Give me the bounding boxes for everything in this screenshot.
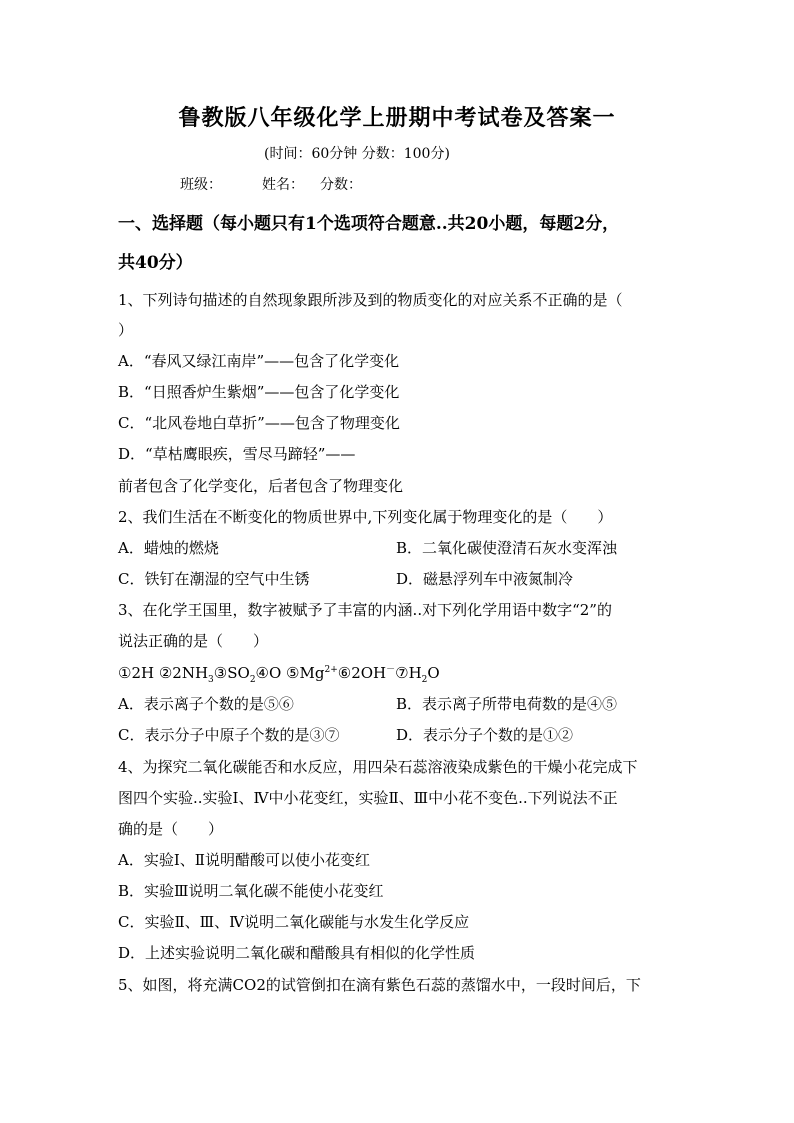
q3-option-b: B．表示离子所带电荷数的是④⑤ [396,695,618,713]
formula-subscript: 2 [249,675,256,685]
q1-option-c: C．“北风卷地白草折”——包含了物理变化 [118,414,400,432]
formula-part: ①2H ②2NH [118,664,209,682]
formula-superscript: 2+ [324,665,338,675]
formula-subscript: 3 [208,675,214,685]
time-score-info: (时间：60分钟 分数：100分) [264,146,450,162]
q1-stem-line2: ） [118,321,134,339]
q4-option-a: A．实验Ⅰ、Ⅱ说明醋酸可以使小花变红 [118,851,370,869]
q1-option-a: A．“春风又绿江南岸”——包含了化学变化 [118,352,400,370]
q4-option-b: B．实验Ⅲ说明二氧化碳不能使小花变红 [118,882,384,900]
q1-option-d-line2: 前者包含了化学变化，后者包含了物理变化 [118,477,404,495]
q2-option-c: C．铁钉在潮湿的空气中生锈 [118,570,310,588]
q4-stem-line1: 4、为探究二氧化碳能否和水反应，用四朵石蕊溶液染成紫色的干燥小花完成下 [118,758,638,776]
section-heading-line2: 共40分） [118,253,193,273]
q2-option-b: B．二氧化碳使澄清石灰水变浑浊 [396,539,618,557]
formula-subscript: 2 [421,675,428,685]
q1-option-b: B．“日照香炉生紫烟”——包含了化学变化 [118,383,400,401]
q4-option-d: D．上述实验说明二氧化碳和醋酸具有相似的化学性质 [118,944,476,962]
q1-stem-line1: 1、下列诗句描述的自然现象跟所涉及到的物质变化的对应关系不正确的是（ [118,291,623,309]
score-label: 分数： [320,177,362,193]
q3-formula-list [118,663,440,683]
q3-stem-line1: 3、在化学王国里，数字被赋予了丰富的内涵..对下列化学用语中数字“2”的 [118,601,612,619]
page-title: 鲁教版八年级化学上册期中考试卷及答案一 [178,105,616,131]
q2-stem: 2、我们生活在不断变化的物质世界中,下列变化属于物理变化的是（ ） [118,508,613,526]
q2-option-a: A．蜡烛的燃烧 [118,539,219,557]
formula-part: ④O ⑤Mg [255,664,325,682]
q2-option-d: D．磁悬浮列车中液氮制冷 [396,570,574,588]
q3-option-d: D．表示分子个数的是①② [396,726,574,744]
name-label: 姓名： [262,177,304,193]
q3-stem-line2: 说法正确的是（ ） [118,632,269,650]
q4-option-c: C．实验Ⅱ、Ⅲ、Ⅳ说明二氧化碳能与水发生化学反应 [118,913,470,931]
q3-option-a: A．表示离子个数的是⑤⑥ [118,695,294,713]
formula-part: O [427,664,440,682]
formula-part: ⑦H [395,664,422,682]
formula-part: ⑥2OH [337,664,387,682]
section-heading-line1: 一、选择题（每小题只有1个选项符合题意..共20小题，每题2分， [118,214,620,234]
formula-part: ③SO [213,664,250,682]
q1-option-d-line1: D．“草枯鹰眼疾，雪尽马蹄轻”—— [118,445,356,463]
q4-stem-line3: 确的是（ ） [118,820,224,838]
class-label: 班级： [180,177,222,193]
q4-stem-line2: 图四个实验..实验Ⅰ、Ⅳ中小花变红，实验Ⅱ、Ⅲ中小花不变色..下列说法不正 [118,789,618,807]
q3-option-c: C．表示分子中原子个数的是③⑦ [118,726,340,744]
q5-stem-line1: 5、如图，将充满CO2的试管倒扣在滴有紫色石蕊的蒸馏水中，一段时间后，下 [118,976,641,994]
formula-superscript: － [386,665,396,675]
